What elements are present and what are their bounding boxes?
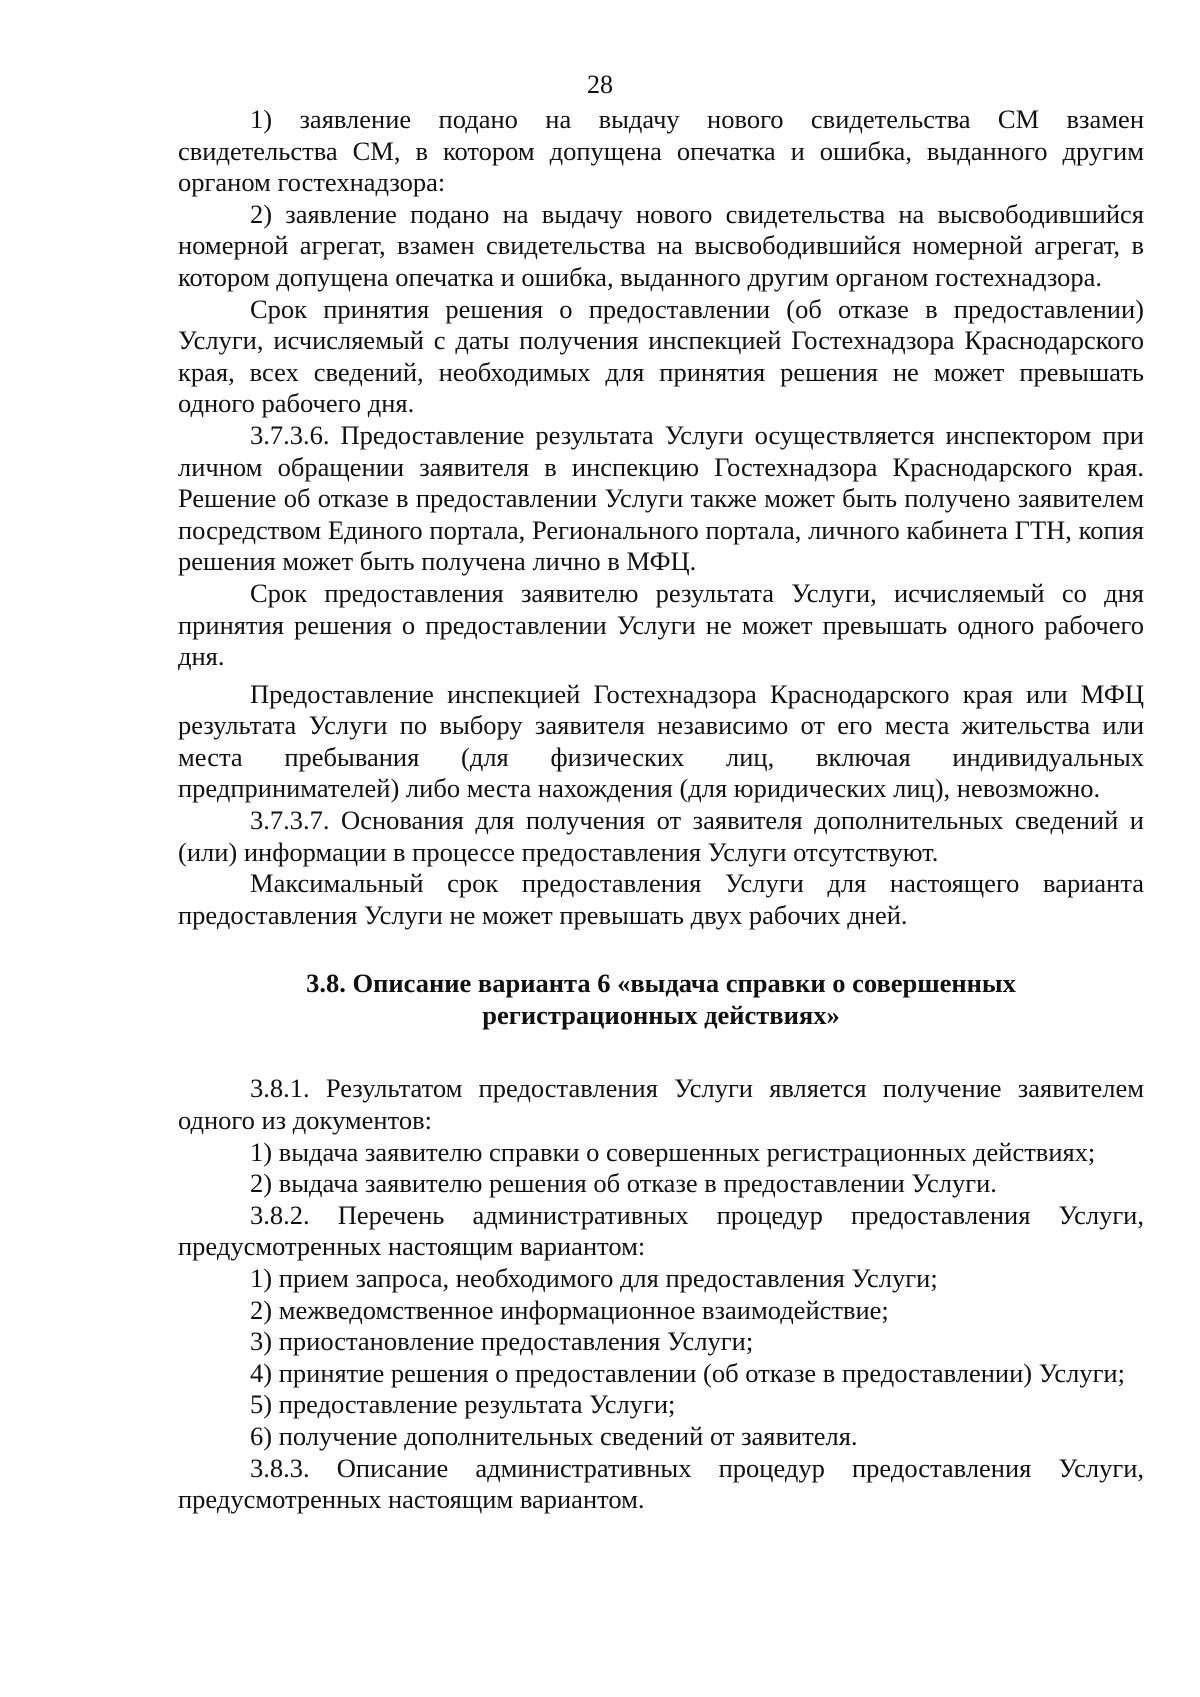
list-item: 2) межведомственное информационное взаимодействие; [250, 1294, 889, 1325]
paragraph: 3.8.1. Результатом предоставления Услуги является получение заявителем одного из документов: [178, 1073, 1144, 1136]
section-heading: 3.8. Описание варианта 6 «выдача справки о совершенных регистрационных действиях» [306, 968, 1016, 1031]
paragraph: Срок предоставления заявителю результата Услуги, исчисляемый со дня принятия решения о предоставлении Услуги не может превышать одного рабочего дня. [178, 577, 1144, 672]
list-item: 4) принятие решения о предоставлении (об отказе в предоставлении) Услуги; [250, 1357, 1125, 1388]
paragraph: 1) заявление подано на выдачу нового свидетельства СМ взамен свидетельства СМ, в котором допущена опечатка и ошибка, выданного другим органом гостехнадзора: [178, 104, 1144, 198]
list-item: 5) предоставление результата Услуги; [250, 1389, 676, 1420]
list-item: 1) выдача заявителю справки о совершенных регистрационных действиях; [250, 1136, 1096, 1167]
paragraph: 3.7.3.7. Основания для получения от заявителя дополнительных сведений и (или) информации в процессе предоставления Услуги отсутствуют. [178, 805, 1144, 867]
paragraph: Максимальный срок предоставления Услуги для настоящего варианта предоставления Услуги не может превышать двух рабочих дней. [178, 868, 1144, 930]
list-item: 3) приостановление предоставления Услуги; [250, 1326, 754, 1357]
list-item: 2) выдача заявителю решения об отказе в предоставлении Услуги. [250, 1168, 997, 1199]
document-body [178, 104, 1144, 1516]
paragraph: 3.8.3. Описание административных процедур предоставления Услуги, предусмотренных настоящим вариантом. [178, 1452, 1144, 1515]
list-item: 1) прием запроса, необходимого для предоставления Услуги; [250, 1263, 938, 1293]
page-number: 28 [587, 70, 613, 99]
paragraph: Срок принятия решения о предоставлении (об отказе в предоставлении) Услуги, исчисляемый с даты получения инспекцией Гостехнадзора Краснодарского края, всех сведений, необходимых для принятия решения не может превышать одного рабочего дня. [178, 293, 1144, 419]
list-item: 6) получение дополнительных сведений от заявителя. [250, 1420, 858, 1451]
paragraph: 3.7.3.6. Предоставление результата Услуги осуществляется инспектором при личном обращении заявителя в инспекцию Гостехнадзора Краснодарского края. Решение об отказе в предоставлении Услуги также может быть получено заявителем посредством Единого портала, Регионального портала, личного кабинета ГТН, копия решения может быть получена лично в МФЦ. [178, 419, 1144, 577]
paragraph: Предоставление инспекцией Гостехнадзора Краснодарского края или МФЦ результата Услуги по выбору заявителя независимо от его места жительства или места пребывания (для физических лиц, включая индивидуальных предпринимателей) либо места нахождения (для юридических лиц), невозможно. [178, 678, 1144, 804]
paragraph: 3.8.2. Перечень административных процедур предоставления Услуги, предусмотренных настоящим вариантом: [178, 1199, 1144, 1262]
paragraph: 2) заявление подано на выдачу нового свидетельства на высвободившийся номерной агрегат, взамен свидетельства на высвободившийся номерной агрегат, в котором допущена опечатка и ошибка, выданного другим органом гостехнадзора. [178, 198, 1144, 292]
